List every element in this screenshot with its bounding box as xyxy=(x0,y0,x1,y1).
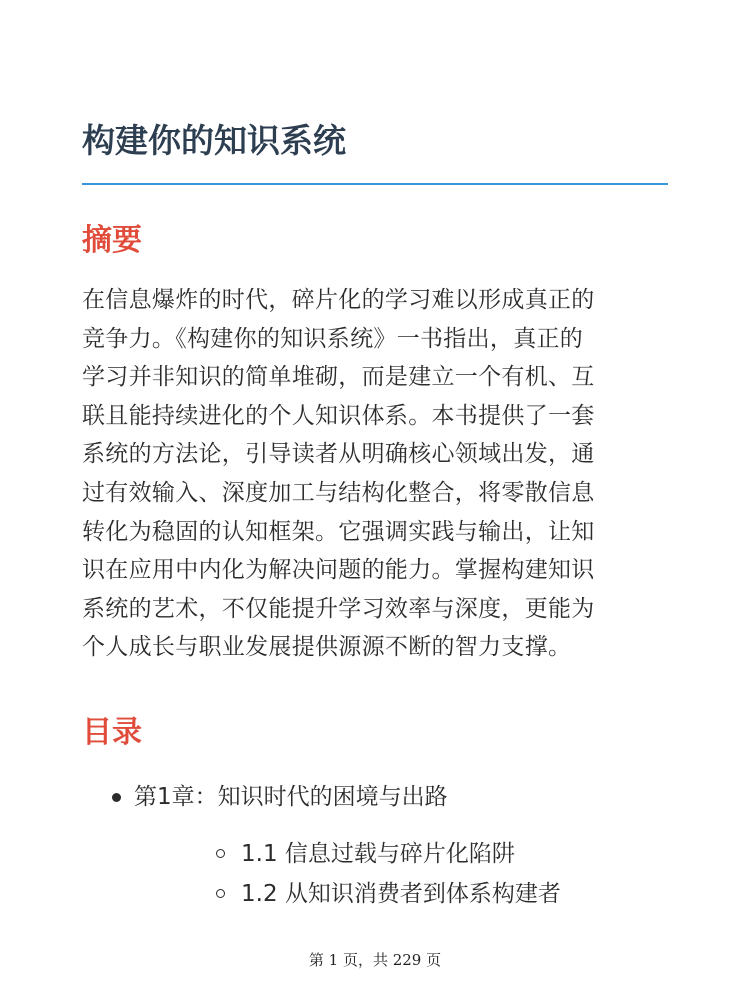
abstract-line: 识在应用中内化为解决问题的能力。掌握构建知识 xyxy=(82,557,595,584)
bullet-circle-icon xyxy=(216,889,225,898)
abstract-line: 在信息爆炸的时代，碎片化的学习难以形成真正的 xyxy=(82,287,595,313)
abstract-heading: 摘要 xyxy=(82,223,142,258)
toc-heading: 目录 xyxy=(82,715,142,750)
toc-chapter-item[interactable] xyxy=(82,777,668,914)
abstract-line: 系统的艺术，不仅能提升学习效率与深度，更能为 xyxy=(82,595,595,622)
document-page xyxy=(82,0,668,1000)
toc-chapter-label: 第1章：知识时代的困境与出路 xyxy=(134,784,448,810)
abstract-line: 学习并非知识的简单堆砌，而是建立一个有机、互 xyxy=(82,364,595,391)
bullet-disc-icon xyxy=(112,793,121,802)
toc-section-item[interactable] xyxy=(134,834,668,874)
toc-section-item[interactable] xyxy=(134,874,668,914)
bullet-circle-icon xyxy=(216,849,225,858)
page-number-footer: 第 1 页，共 229 页 xyxy=(308,951,442,969)
document-title: 构建你的知识系统 xyxy=(82,121,346,160)
table-of-contents xyxy=(82,777,668,914)
title-divider xyxy=(82,183,668,185)
abstract-line: 联且能持续进化的个人知识体系。本书提供了一套 xyxy=(82,402,595,429)
abstract-line: 个人成长与职业发展提供源源不断的智力支撑。 xyxy=(82,634,572,661)
abstract-line: 转化为稳固的认知框架。它强调实践与输出，让知 xyxy=(82,518,595,545)
abstract-line: 过有效输入、深度加工与结构化整合，将零散信息 xyxy=(82,479,595,506)
abstract-paragraph xyxy=(82,281,668,667)
toc-section-label: 1.2 从知识消费者到体系构建者 xyxy=(241,881,561,907)
toc-section-list xyxy=(134,834,668,914)
abstract-line: 系统的方法论，引导读者从明确核心领域出发，通 xyxy=(82,441,595,468)
toc-section-label: 1.1 信息过载与碎片化陷阱 xyxy=(241,841,515,867)
abstract-line: 竞争力。《构建你的知识系统》一书指出，真正的 xyxy=(82,325,584,352)
